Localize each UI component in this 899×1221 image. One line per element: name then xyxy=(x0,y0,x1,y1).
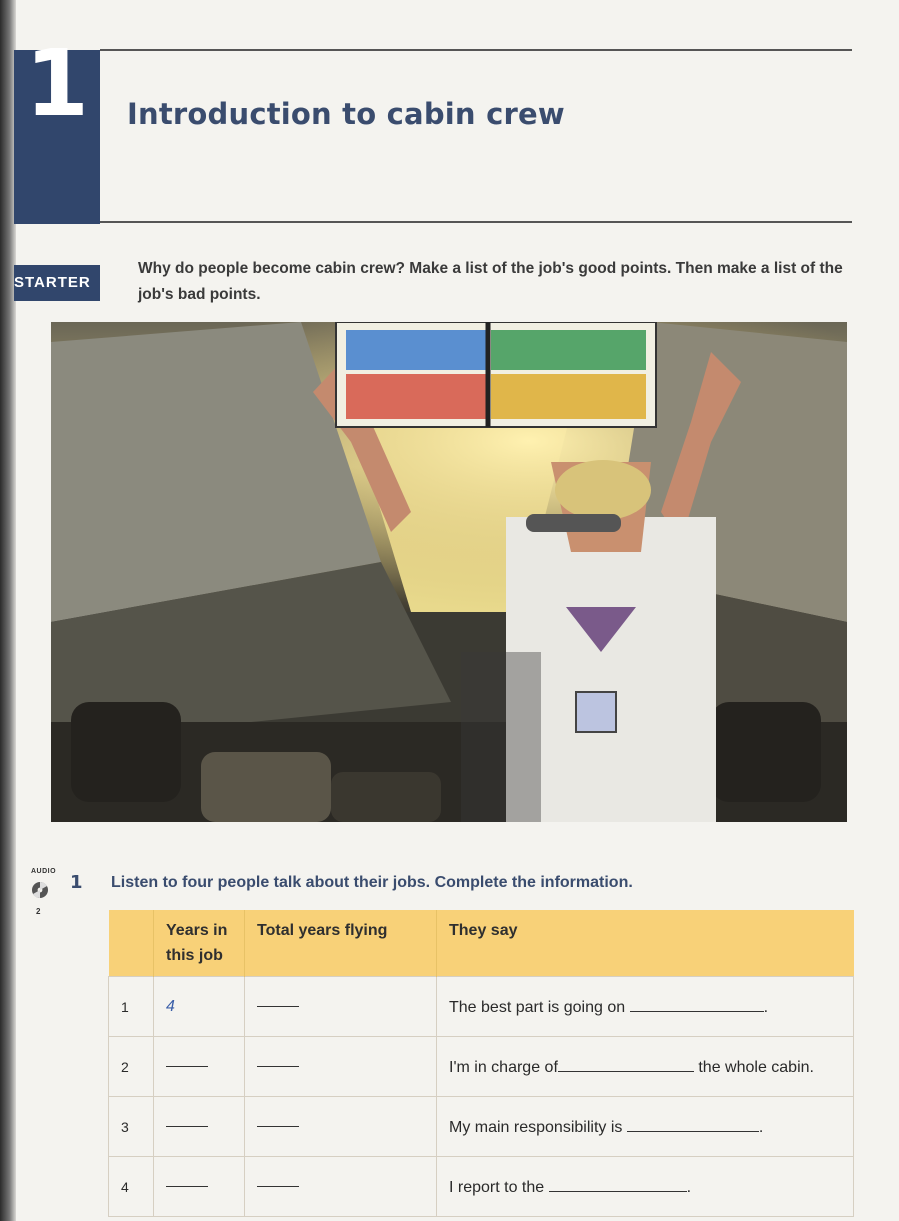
total-years-cell[interactable] xyxy=(245,977,437,1037)
starter-badge: STARTER xyxy=(14,265,100,301)
answer-blank[interactable] xyxy=(558,1057,694,1072)
row-number: 1 xyxy=(109,977,154,1037)
starter-question: Why do people become cabin crew? Make a list of the job's good points. Then make a list of the job's bad points. xyxy=(138,260,843,303)
table-row xyxy=(109,1037,854,1097)
header-top-rule xyxy=(100,49,852,51)
flight-attendant-safety-card-photo xyxy=(51,322,847,822)
answer-blank[interactable] xyxy=(166,1065,208,1067)
they-say-text: I report to the xyxy=(449,1178,545,1196)
exercise-instruction: Listen to four people talk about their jobs. Complete the information. xyxy=(111,874,633,891)
column-header-total-years: Total years flying xyxy=(245,910,437,977)
column-header-they-say: They say xyxy=(437,910,854,977)
answer-blank[interactable] xyxy=(257,1185,299,1187)
table-row xyxy=(109,977,854,1037)
they-say-cell xyxy=(437,1097,854,1157)
answer-blank[interactable] xyxy=(166,1185,208,1187)
answer-blank[interactable] xyxy=(257,1065,299,1067)
they-say-cell xyxy=(437,1157,854,1217)
answer-blank[interactable] xyxy=(630,997,764,1012)
they-say-cell xyxy=(437,1037,854,1097)
they-say-text: The best part is going on xyxy=(449,998,626,1016)
total-years-cell[interactable] xyxy=(245,1097,437,1157)
they-say-ending: . xyxy=(763,998,769,1016)
years-in-job-cell[interactable] xyxy=(154,977,245,1037)
answer-blank[interactable] xyxy=(257,1125,299,1127)
cabin-crew-photo xyxy=(51,322,847,822)
they-say-ending: the whole cabin. xyxy=(698,1058,814,1076)
years-in-job-value: 4 xyxy=(166,997,175,1015)
column-header-years-in-job: Years in this job xyxy=(154,910,245,977)
header-bottom-rule xyxy=(100,221,852,223)
years-in-job-cell[interactable] xyxy=(154,1037,245,1097)
audio-label: AUDIO xyxy=(31,868,57,875)
column-header-number xyxy=(109,910,154,977)
row-number: 4 xyxy=(109,1157,154,1217)
answer-blank[interactable] xyxy=(257,1005,299,1007)
answer-blank[interactable] xyxy=(627,1117,759,1132)
audio-track-number: 2 xyxy=(36,907,41,916)
they-say-ending: . xyxy=(686,1178,692,1196)
answer-blank[interactable] xyxy=(166,1125,208,1127)
answer-blank[interactable] xyxy=(549,1177,687,1192)
they-say-text: I'm in charge of xyxy=(449,1058,558,1076)
table-row xyxy=(109,1157,854,1217)
row-number: 2 xyxy=(109,1037,154,1097)
they-say-cell xyxy=(437,977,854,1037)
years-in-job-cell[interactable] xyxy=(154,1097,245,1157)
unit-number: 1 xyxy=(24,30,89,137)
total-years-cell[interactable] xyxy=(245,1037,437,1097)
audio-cd-icon xyxy=(31,881,49,899)
table-row xyxy=(109,1097,854,1157)
total-years-cell[interactable] xyxy=(245,1157,437,1217)
row-number: 3 xyxy=(109,1097,154,1157)
they-say-text: My main responsibility is xyxy=(449,1118,623,1136)
table-header-row xyxy=(109,910,854,977)
years-in-job-cell[interactable] xyxy=(154,1157,245,1217)
exercise-number: 1 xyxy=(70,872,83,893)
information-table xyxy=(108,910,853,1212)
unit-title: Introduction to cabin crew xyxy=(127,97,565,131)
they-say-ending: . xyxy=(758,1118,764,1136)
